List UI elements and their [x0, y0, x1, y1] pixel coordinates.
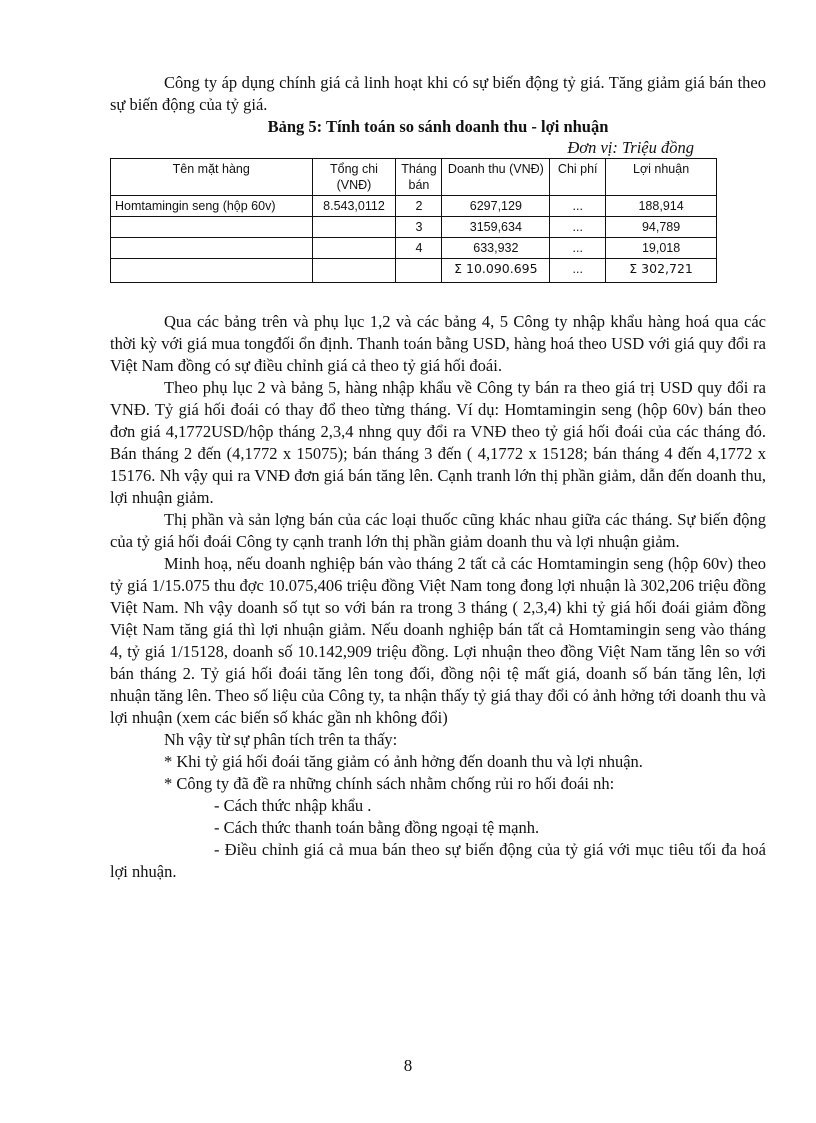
header-cell: Doanh thu (VNĐ) [442, 159, 550, 196]
table-caption: Bảng 5: Tính toán so sánh doanh thu - lợi nhuận [267, 117, 609, 136]
table-cell: 6297,129 [442, 196, 550, 217]
header-cell: Tên mặt hàng [111, 159, 313, 196]
table-cell [312, 259, 396, 283]
table-cell: 94,789 [606, 217, 717, 238]
intro-paragraph: Công ty áp dụng chính giá cả linh hoạt khi có sự biến động tỷ giá. Tăng giảm giá bán theo sự biến động của tỷ giá. [110, 73, 766, 114]
table-cell: ... [550, 217, 606, 238]
table-cell: 2 [396, 196, 442, 217]
table-row [111, 217, 717, 238]
header-cell: Lợi nhuận [606, 159, 717, 196]
paragraph: Theo phụ lục 2 và bảng 5, hàng nhập khẩu về Công ty bán ra theo giá trị USD quy đổi ra VNĐ. Tỷ giá hối đoái có thay đổ theo từng tháng. Ví dụ: Homtamingin seng (hộp 60v) bán theo đơn giá 4,1772USD/hộp tháng 2,3,4 nhng quy đổi ra VNĐ theo tỷ giá hối đoái của các tháng đó. Bán tháng 2 đến (4,1772 x 15075); bán tháng 3 đến ( 4,1772 x 15128; bán tháng 4 đến 4,1772 x 15176. Nh vậy qui ra VNĐ đơn giá bán tăng lên. Cạnh tranh lớn thị phần giảm, dẫn đến doanh thu, lợi nhuận giảm. [110, 378, 766, 507]
table-cell [396, 259, 442, 283]
table-cell [312, 238, 396, 259]
table-cell: ... [550, 259, 606, 283]
table-cell: 4 [396, 238, 442, 259]
dash-item: - Điều chỉnh giá cả mua bán theo sự biến động của tỷ giá với mục tiêu tối đa hoá lợi nhuận. [110, 840, 766, 881]
page-number: 8 [403, 1056, 413, 1075]
table-cell: 3 [396, 217, 442, 238]
dash-item: - Cách thức nhập khẩu . [214, 796, 372, 815]
table-cell: 188,914 [606, 196, 717, 217]
revenue-profit-table [110, 158, 717, 283]
table-total-row [111, 259, 717, 283]
table-header-row [111, 159, 717, 196]
table-cell: ... [550, 196, 606, 217]
table-cell [111, 259, 313, 283]
paragraph: Minh hoạ, nếu doanh nghiệp bán vào tháng 2 tất cả các Homtamingin seng (hộp 60v) theo tỷ giá 1/15.075 thu đợc 10.075,406 triệu đồng Việt Nam tong đong lợi nhuận là 302,206 triệu đồng Việt Nam. Nh vậy doanh số tụt so với bán ra trong 3 tháng ( 2,3,4) khi tỷ giá hối đoái giảm đồng Việt Nam tăng giá thì lợi nhuận giảm. Nếu doanh nghiệp bán tất cả Homtamingin seng vào tháng 4, tỷ giá 1/15128, doanh số 10.142,909 triệu đồng. Lợi nhuận theo đồng Việt Nam tăng lên so với bán tháng 2. Tỷ giá hối đoái tăng lên tong đối, đồng nội tệ mất giá, doanh số bán tăng lên, lợi nhuận tăng lên. Theo số liệu của Công ty, ta nhận thấy tỷ giá thay đổi có ảnh hởng tới doanh thu và lợi nhuận (xem các biến số khác gần nh không đổi) [110, 554, 766, 727]
paragraph: Nh vậy từ sự phân tích trên ta thấy: [164, 730, 398, 749]
bullet-item: * Khi tỷ giá hối đoái tăng giảm có ảnh hởng đến doanh thu và lợi nhuận. [164, 752, 643, 771]
table-row [111, 238, 717, 259]
header-cell: Chi phí [550, 159, 606, 196]
paragraph: Qua các bảng trên và phụ lục 1,2 và các bảng 4, 5 Công ty nhập khẩu hàng hoá qua các thời kỳ với giá mua tongđối ổn định. Thanh toán bằng USD, hàng hoá theo USD với giá quy đổi ra Việt Nam đồng có sự điều chỉnh giá cả theo tỷ giá hối đoái. [110, 312, 766, 375]
table-row [111, 196, 717, 217]
bullet-item: * Công ty đã đề ra những chính sách nhằm chống rủi ro hối đoái nh: [164, 774, 615, 793]
paragraph: Thị phần và sản lợng bán của các loại thuốc cũng khác nhau giữa các tháng. Sự biến động của tỷ giá hối đoái Công ty cạnh tranh lớn thị phần giảm doanh thu và lợi nhuận giảm. [110, 510, 766, 551]
table-cell: Homtamingin seng (hộp 60v) [111, 196, 313, 217]
table-unit: Đơn vị: Triệu đồng [567, 138, 694, 157]
table-cell: 3159,634 [442, 217, 550, 238]
page-body [110, 72, 766, 883]
table-cell: ... [550, 238, 606, 259]
dash-item: - Cách thức thanh toán bằng đồng ngoại tệ mạnh. [214, 818, 540, 837]
total-profit-cell: Σ 302,721 [606, 259, 717, 283]
header-cell: Tháng bán [396, 159, 442, 196]
header-cell: Tổng chi (VNĐ) [312, 159, 396, 196]
table-cell [312, 217, 396, 238]
total-revenue-cell: Σ 10.090.695 [442, 259, 550, 283]
table-cell: 633,932 [442, 238, 550, 259]
table-cell [111, 217, 313, 238]
table-cell [111, 238, 313, 259]
table-cell: 8.543,0112 [312, 196, 396, 217]
table-cell: 19,018 [606, 238, 717, 259]
